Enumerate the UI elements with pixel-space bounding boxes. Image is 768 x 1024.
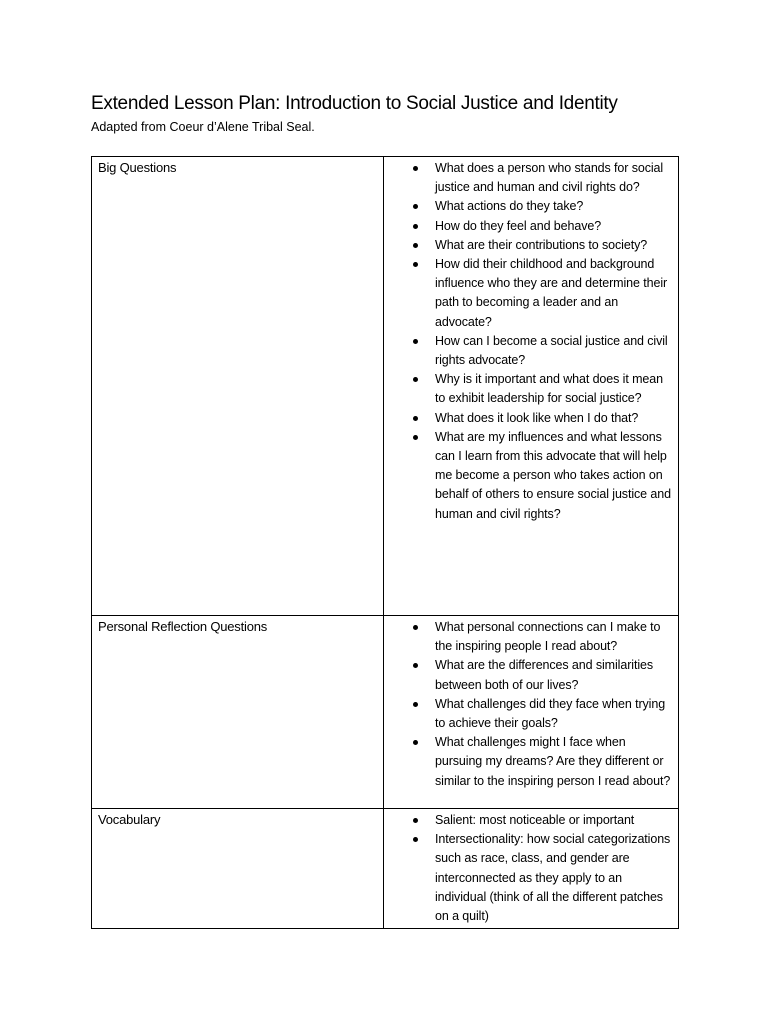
table-row-big-questions [92, 157, 679, 616]
list-item: Why is it important and what does it mean to exhibit leadership for social justice? [435, 370, 674, 408]
list-item: What does it look like when I do that? [435, 409, 674, 428]
table-row-vocabulary [92, 809, 679, 929]
row-label-personal-reflection: Personal Reflection Questions [98, 619, 268, 634]
personal-reflection-list [384, 616, 678, 793]
table-cell-list [384, 157, 679, 616]
table-cell-list [384, 616, 679, 809]
table-cell-label [92, 157, 384, 616]
vocabulary-list [384, 809, 678, 928]
list-item: How can I become a social justice and civil rights advocate? [435, 332, 674, 370]
list-item: What are their contributions to society? [435, 236, 674, 255]
big-questions-list [384, 157, 678, 526]
document-title: Extended Lesson Plan: Introduction to Social Justice and Identity [91, 93, 618, 114]
list-item: What challenges might I face when pursuing my dreams? Are they different or similar to the inspiring person I read about? [435, 733, 674, 791]
row-label-vocabulary: Vocabulary [98, 812, 161, 827]
list-item: What are the differences and similarities between both of our lives? [435, 656, 674, 694]
row-label-big-questions: Big Questions [98, 160, 177, 175]
table-cell-label [92, 809, 384, 929]
list-item: Intersectionality: how social categorizations such as race, class, and gender are interconnected as they apply to an individual (think of all the different patches on a quilt) [435, 830, 674, 926]
list-item: What does a person who stands for social justice and human and civil rights do? [435, 159, 674, 197]
lesson-plan-table [91, 156, 679, 929]
list-item: How did their childhood and background influence who they are and determine their path to becoming a leader and an advocate? [435, 255, 674, 332]
document-subtitle: Adapted from Coeur d’Alene Tribal Seal. [91, 120, 315, 134]
list-item: What actions do they take? [435, 197, 674, 216]
table-cell-label [92, 616, 384, 809]
list-item: How do they feel and behave? [435, 217, 674, 236]
table-cell-list [384, 809, 679, 929]
list-item: Salient: most noticeable or important [435, 811, 674, 830]
table-row-personal-reflection [92, 616, 679, 809]
list-item: What are my influences and what lessons can I learn from this advocate that will help me become a person who takes action on behalf of others to ensure social justice and human and civil rights? [435, 428, 674, 524]
list-item: What personal connections can I make to the inspiring people I read about? [435, 618, 674, 656]
list-item: What challenges did they face when trying to achieve their goals? [435, 695, 674, 733]
